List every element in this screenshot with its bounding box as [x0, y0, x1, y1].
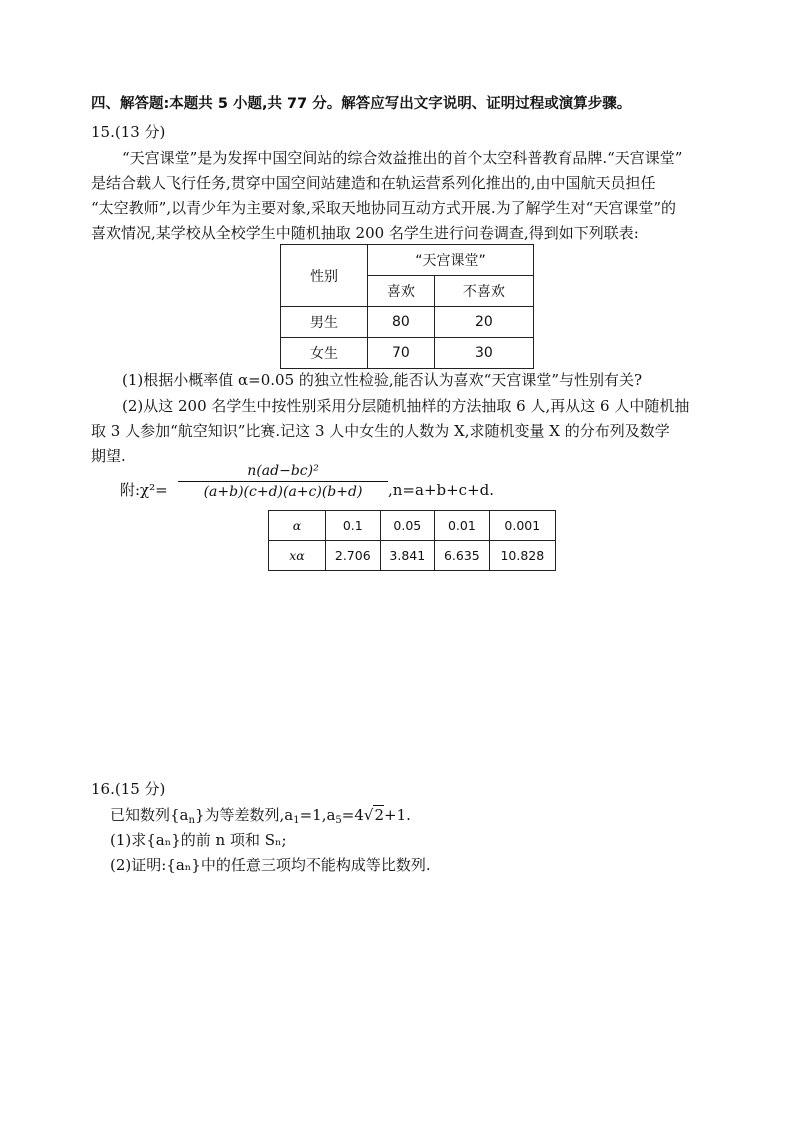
crit-cell: 3.841: [380, 541, 435, 571]
fraction-denominator: (a+b)(c+d)(a+c)(b+d): [203, 484, 363, 500]
q16-stem-text: }为等差数列,a: [194, 806, 294, 824]
crit-row-label: xα: [269, 541, 326, 571]
q15-part2-line-3: 期望.: [91, 447, 126, 465]
q16-part2: (2)证明:{aₙ}中的任意三项均不能构成等比数列.: [110, 856, 431, 874]
table-row-label: 男生: [281, 307, 368, 338]
crit-row-label: α: [269, 511, 326, 541]
q15-part2-line-1: (2)从这 200 名学生中按性别采用分层随机抽样的方法抽取 6 人,再从这 6 人中随机抽: [122, 397, 690, 415]
table-col-header: 喜欢: [368, 276, 435, 307]
contingency-table: [280, 244, 534, 369]
crit-cell: 6.635: [435, 541, 490, 571]
q15-number: 15.(13 分): [91, 123, 166, 141]
crit-cell: 10.828: [489, 541, 555, 571]
q15-para-line-4: 喜欢情况,某学校从全校学生中随机抽取 200 名学生进行问卷调查,得到如下列联表:: [91, 224, 639, 242]
table-corner-cell: 性别: [281, 245, 368, 307]
table-cell: 20: [434, 307, 533, 338]
q16-stem-text: 已知数列{a: [110, 806, 189, 824]
table-col-header: 不喜欢: [434, 276, 533, 307]
subscript: 1: [293, 815, 300, 826]
q15-part2-line-2: 取 3 人参加“航空知识”比赛.记这 3 人中女生的人数为 X,求随机变量 X 的分布列及数学: [91, 422, 670, 440]
table-row-label: 女生: [281, 338, 368, 369]
table-cell: 30: [434, 338, 533, 369]
critical-value-table: [268, 510, 556, 571]
q16-stem-text: =4: [341, 806, 364, 824]
q16-stem-text: =1,a: [299, 806, 336, 824]
formula-suffix: ,n=a+b+c+d.: [388, 481, 495, 499]
q15-part1: (1)根据小概率值 α=0.05 的独立性检验,能否认为喜欢“天宫课堂”与性别有关?: [122, 371, 643, 389]
q15-para-line-2: 是结合载人飞行任务,贯穿中国空间站建造和在轨运营系列化推出的,由中国航天员担任: [91, 174, 656, 192]
table-group-header: “天宫课堂”: [368, 245, 534, 276]
q16-stem-text: +1.: [384, 806, 411, 824]
q15-para-line-3: “太空教师”,以青少年为主要对象,采取天地协同互动方式开展.为了解学生对“天宫课堂”的: [91, 199, 676, 217]
subscript: n: [188, 815, 195, 826]
sqrt-radicand: 2: [374, 806, 385, 824]
table-cell: 80: [368, 307, 435, 338]
crit-cell: 2.706: [326, 541, 381, 571]
crit-cell: 0.001: [489, 511, 555, 541]
fraction-numerator: n(ad−bc)²: [247, 463, 319, 479]
subscript: 5: [335, 815, 342, 826]
formula-prefix: 附:χ²=: [120, 481, 168, 499]
q16-stem: 已知数列$\{a_n\}$为等差数列$,a_1=1,a_5=4√2+1$.: [110, 806, 411, 826]
section-header: 四、解答题:本题共 5 小题,共 77 分。解答应写出文字说明、证明过程或演算步骤。: [91, 96, 632, 112]
crit-cell: 0.1: [326, 511, 381, 541]
table-cell: 70: [368, 338, 435, 369]
crit-cell: 0.01: [435, 511, 490, 541]
q15-para-line-1: “天宫课堂”是为发挥中国空间站的综合效益推出的首个太空科普教育品牌.“天宫课堂”: [122, 149, 683, 167]
chi-square-fraction: [178, 463, 388, 500]
crit-cell: 0.05: [380, 511, 435, 541]
fraction-bar: [178, 481, 388, 482]
q16-number: 16.(15 分): [91, 780, 166, 798]
q16-part1: (1)求{aₙ}的前 n 项和 Sₙ;: [110, 831, 287, 849]
